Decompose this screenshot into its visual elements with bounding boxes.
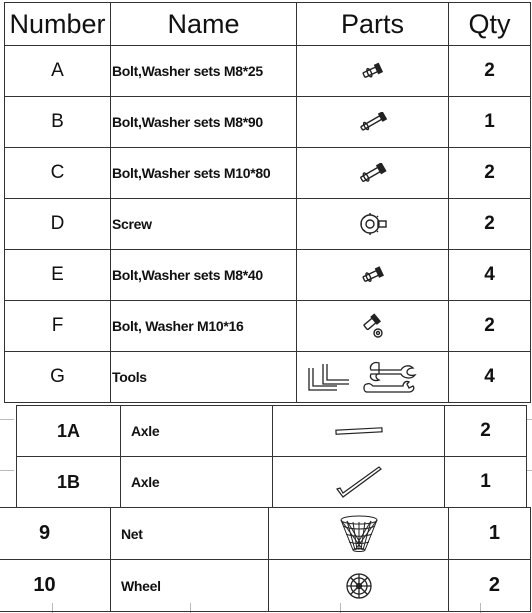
header-row <box>5 3 531 46</box>
table-row <box>17 406 527 457</box>
part-number: A <box>5 46 111 97</box>
part-name: Bolt, Washer M10*16 <box>111 301 297 352</box>
hex-keys-and-wrench-icon <box>305 358 441 396</box>
header-number: Number <box>5 3 111 46</box>
table-row <box>0 508 531 560</box>
part-number: 9 <box>0 508 111 560</box>
part-name: Bolt,Washer sets M10*80 <box>111 148 297 199</box>
axle-table <box>16 405 527 508</box>
table-row <box>5 148 531 199</box>
bolt-washer-short-icon <box>358 266 388 284</box>
part-qty: 1 <box>449 508 531 560</box>
part-qty: 1 <box>449 97 531 148</box>
table-row <box>5 46 531 97</box>
part-name: Screw <box>111 199 297 250</box>
bolt-washer-long-icon <box>356 112 390 132</box>
part-number: D <box>5 199 111 250</box>
header-qty: Qty <box>449 3 531 46</box>
part-qty: 2 <box>449 46 531 97</box>
knob-screw-icon <box>358 209 388 239</box>
part-number: C <box>5 148 111 199</box>
table-row <box>5 352 531 403</box>
part-qty: 4 <box>449 250 531 301</box>
part-number: F <box>5 301 111 352</box>
part-number: 1A <box>17 406 121 457</box>
header-parts: Parts <box>297 3 449 46</box>
part-name: Wheel <box>111 560 269 612</box>
header-name: Name <box>111 3 297 46</box>
part-number: G <box>5 352 111 403</box>
part-name: Axle <box>121 457 273 508</box>
part-number: 1B <box>17 457 121 508</box>
part-qty: 2 <box>449 199 531 250</box>
bolt-and-washer-icon <box>361 313 385 339</box>
part-number: E <box>5 250 111 301</box>
table-row <box>5 301 531 352</box>
wheel-icon <box>344 571 374 601</box>
table-row <box>17 457 527 508</box>
part-qty: 1 <box>445 457 527 508</box>
net-icon <box>337 514 381 554</box>
part-name: Net <box>111 508 269 560</box>
part-name: Bolt,Washer sets M8*90 <box>111 97 297 148</box>
part-name: Bolt,Washer sets M8*40 <box>111 250 297 301</box>
bolt-washer-short-icon <box>358 62 388 80</box>
bolt-washer-long-icon <box>356 163 390 183</box>
net-wheel-table <box>0 507 531 612</box>
part-qty: 2 <box>449 560 531 612</box>
edge-mark <box>0 470 14 471</box>
bent-axle-icon <box>333 463 385 501</box>
part-qty: 2 <box>449 148 531 199</box>
table-row <box>5 250 531 301</box>
part-qty: 4 <box>449 352 531 403</box>
part-qty: 2 <box>445 406 527 457</box>
part-number: 10 <box>0 560 111 612</box>
part-name: Bolt,Washer sets M8*25 <box>111 46 297 97</box>
straight-axle-icon <box>334 425 384 437</box>
part-name: Tools <box>111 352 297 403</box>
edge-mark <box>0 419 14 420</box>
hardware-table <box>4 2 531 403</box>
table-row <box>5 97 531 148</box>
table-row <box>0 560 531 612</box>
part-name: Axle <box>121 406 273 457</box>
part-number: B <box>5 97 111 148</box>
table-row <box>5 199 531 250</box>
part-qty: 2 <box>449 301 531 352</box>
